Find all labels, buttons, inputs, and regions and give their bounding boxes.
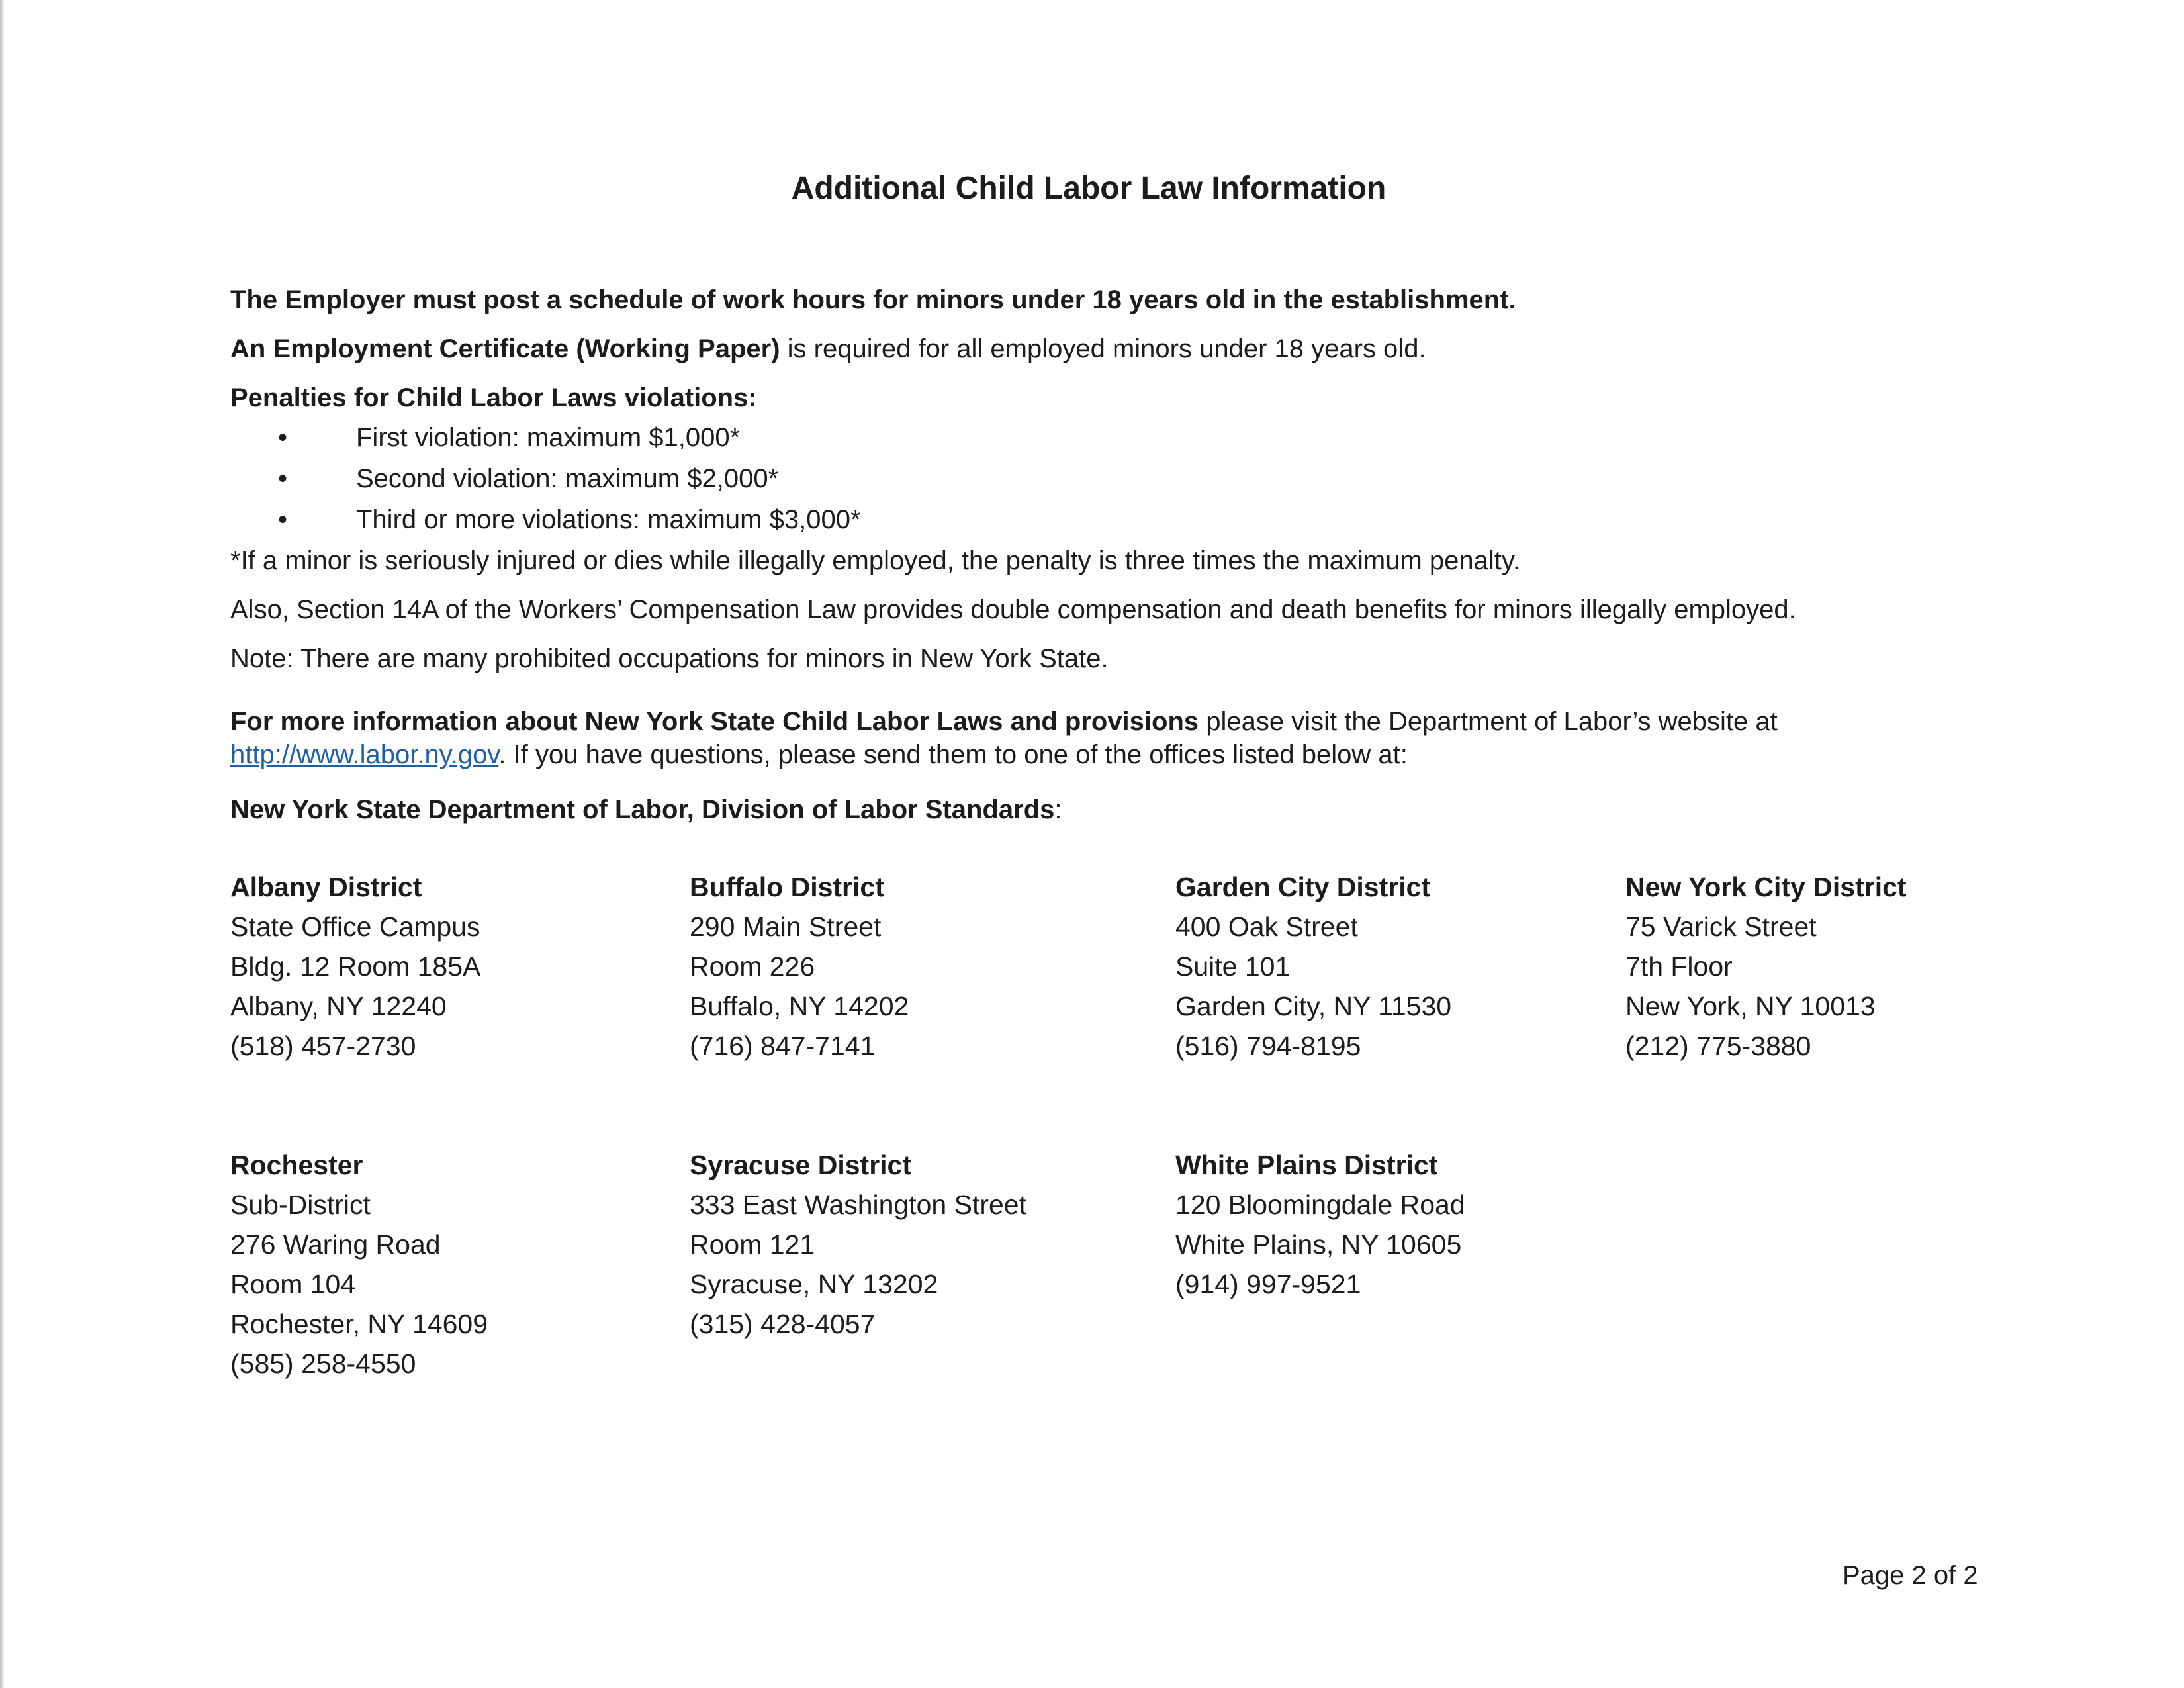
office-rochester: Rochester Sub-District 276 Waring Road Room 104 Rochester, NY 14609 (585) 258-4550 [230, 1150, 488, 1379]
penalty-footnote: *If a minor is seriously injured or dies while illegally employed, the penalty is three times the maximum penalty. [230, 546, 1521, 575]
more-info-paragraph: For more information about New York State Child Labor Laws and provisions please visit the Department of Labor’s website at http://www.labor.ny.gov. If you have questions, please send them to one of the offices listed below at: [230, 707, 1778, 769]
posting-requirement: The Employer must post a schedule of work hours for minors under 18 years old in the establishment. [230, 285, 1516, 314]
office-syracuse: Syracuse District 333 East Washington Street Room 121 Syracuse, NY 13202 (315) 428-4057 [690, 1150, 1026, 1339]
office-buffalo: Buffalo District 290 Main Street Room 226 Buffalo, NY 14202 (716) 847-7141 [690, 872, 909, 1061]
office-garden-city: Garden City District 400 Oak Street Suite 101 Garden City, NY 11530 (516) 794-8195 [1175, 872, 1452, 1061]
list-item: • First violation: maximum $1,000* [230, 419, 1978, 456]
office-white-plains: White Plains District 120 Bloomingdale Road White Plains, NY 10605 (914) 997-9521 [1175, 1150, 1465, 1299]
office-albany: Albany District State Office Campus Bldg. 12 Room 185A Albany, NY 12240 (518) 457-2730 [230, 872, 481, 1061]
page-title: Additional Child Labor Law Information [791, 171, 1387, 206]
list-item: • Third or more violations: maximum $3,000* [230, 501, 1978, 538]
division-heading: New York State Department of Labor, Division of Labor Standards: [230, 795, 1062, 824]
labor-website-link[interactable]: http://www.labor.ny.gov [230, 740, 499, 769]
office-new-york-city: New York City District 75 Varick Street 7th Floor New York, NY 10013 (212) 775-3880 [1625, 872, 1907, 1061]
penalties-list [230, 419, 1978, 538]
workers-comp-note: Also, Section 14A of the Workers’ Compensation Law provides double compensation and death benefits for minors illegally employed. [230, 595, 1796, 624]
prohibited-occupations-note: Note: There are many prohibited occupations for minors in New York State. [230, 644, 1109, 673]
page-number: Page 2 of 2 [1843, 1561, 1978, 1590]
list-item: • Second violation: maximum $2,000* [230, 460, 1978, 497]
penalties-heading: Penalties for Child Labor Laws violations: [230, 383, 757, 412]
certificate-requirement: An Employment Certificate (Working Paper) is required for all employed minors under 18 years old. [230, 334, 1426, 363]
document-body [230, 281, 1978, 828]
scan-edge [0, 0, 4, 1688]
